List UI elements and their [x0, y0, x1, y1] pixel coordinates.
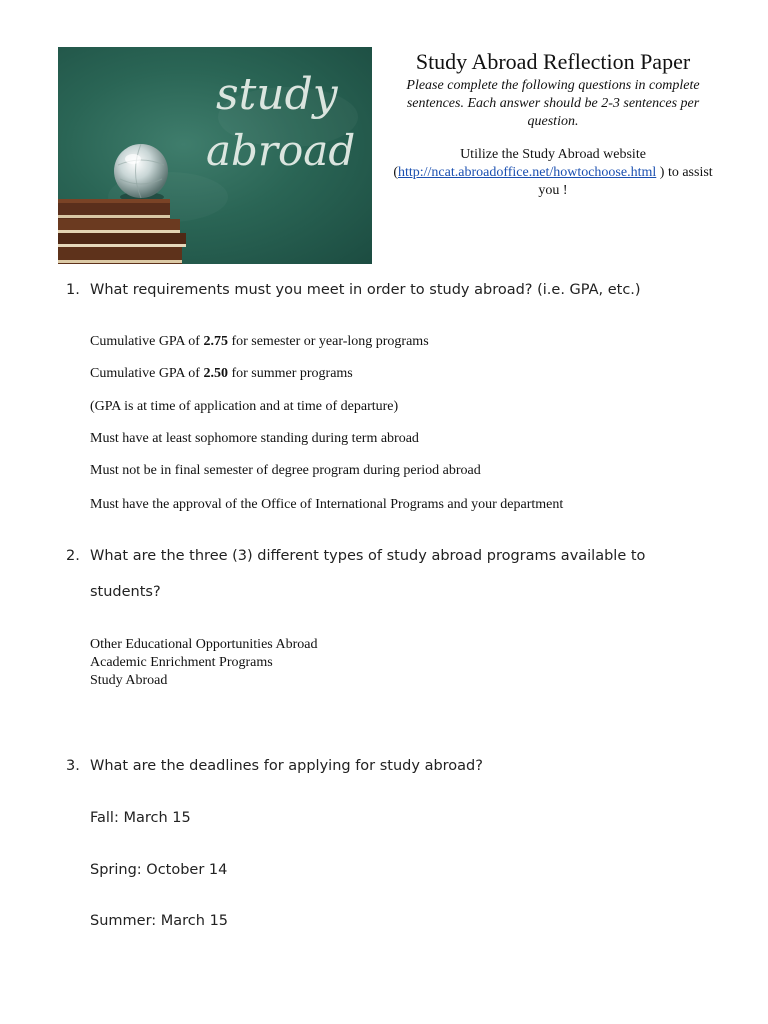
website-note [388, 146, 718, 200]
chalk-word-study: study [216, 69, 338, 120]
answer-text: for summer programs [227, 366, 353, 381]
answer-gpa-semester [90, 333, 429, 351]
question-number: 2. [66, 548, 80, 564]
question-text: What are the three (3) different types of study abroad programs available to [90, 548, 646, 564]
deadline-summer: Summer: March 15 [90, 913, 229, 929]
gpa-value: 2.75 [203, 334, 228, 349]
question-1 [66, 280, 706, 300]
answer-program-type: Other Educational Opportunities Abroad [90, 637, 318, 652]
answer-gpa-timing: (GPA is at time of application and at time of departure) [90, 399, 399, 414]
question-3 [66, 756, 706, 776]
deadline-spring: Spring: October 14 [90, 862, 228, 878]
answer-text: Cumulative GPA of [90, 334, 204, 349]
books-stack-icon [58, 199, 186, 264]
question-2 [66, 546, 706, 566]
answer-program-type: Study Abroad [90, 673, 168, 688]
answer-approval: Must have the approval of the Office of International Programs and your department [90, 497, 564, 512]
answer-sophomore-standing: Must have at least sophomore standing during term abroad [90, 431, 419, 446]
website-note-suffix: ) to assist you ! [538, 165, 713, 198]
question-number: 3. [66, 758, 80, 774]
answer-program-type: Academic Enrichment Programs [90, 655, 273, 670]
answer-text: for semester or year-long programs [227, 334, 429, 349]
header-block [388, 48, 718, 200]
question-text-continued: students? [90, 584, 161, 600]
website-note-prefix: Utilize the Study Abroad website ( [393, 147, 646, 180]
answer-text: Cumulative GPA of [90, 366, 204, 381]
question-text: What requirements must you meet in order to study abroad? (i.e. GPA, etc.) [90, 282, 641, 298]
gpa-value: 2.50 [203, 366, 228, 381]
instructions-text: Please complete the following questions in complete sentences. Each answer should be 2-3 sentences per question. [406, 78, 700, 129]
globe-icon [114, 144, 168, 198]
page-title: Study Abroad Reflection Paper [415, 49, 691, 74]
question-number: 1. [66, 282, 80, 298]
study-abroad-website-link[interactable]: http://ncat.abroadoffice.net/howtochoose.html [397, 165, 657, 180]
answer-final-semester: Must not be in final semester of degree program during period abroad [90, 463, 481, 478]
question-text: What are the deadlines for applying for study abroad? [90, 758, 483, 774]
chalk-word-abroad: abroad [206, 126, 356, 175]
chalkboard-study-abroad-image [58, 47, 372, 264]
answer-gpa-summer [90, 365, 353, 383]
deadline-fall: Fall: March 15 [90, 810, 191, 826]
